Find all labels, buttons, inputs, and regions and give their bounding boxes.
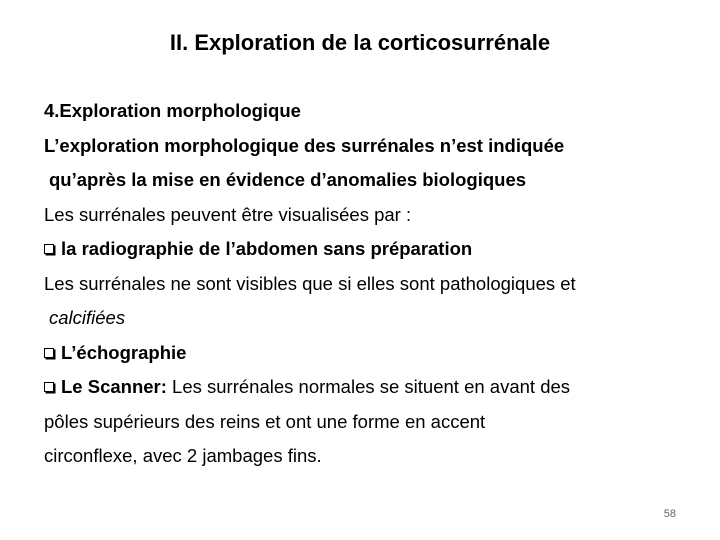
checkbox-bullet-icon <box>44 348 54 358</box>
scanner-line-2: pôles supérieurs des reins et ont une forme en accent <box>44 410 486 432</box>
intro-text: Les surrénales peuvent être visualisées par : <box>44 203 412 225</box>
bullet-label: la radiographie de l’abdomen sans préparation <box>61 238 473 259</box>
bullet-text: Les surrénales normales se situent en avant des <box>166 376 571 397</box>
slide-content <box>44 94 684 474</box>
slide-title: II. Exploration de la corticosurrénale <box>169 30 551 55</box>
paragraph-line-2: qu’après la mise en évidence d’anomalies biologiques <box>49 169 527 190</box>
section-heading: 4.Exploration morphologique <box>44 100 301 121</box>
bullet-label: Le Scanner: <box>61 376 167 397</box>
bullet-scanner <box>44 370 684 405</box>
page-number: 58 <box>663 508 676 520</box>
bullet-radiography <box>44 232 684 267</box>
bullet-label: L’échographie <box>61 341 187 363</box>
bullet-echography <box>44 336 684 371</box>
radiography-note-line-1: Les surrénales ne sont visibles que si elles sont pathologiques et <box>44 272 576 294</box>
checkbox-bullet-icon <box>44 382 54 392</box>
radiography-note-line-2: calcifiées <box>49 307 126 328</box>
paragraph-line-1: L’exploration morphologique des surrénales n’est indiquée <box>44 134 565 156</box>
scanner-line-3: circonflexe, avec 2 jambages fins. <box>44 445 322 466</box>
checkbox-bullet-icon <box>44 244 54 254</box>
